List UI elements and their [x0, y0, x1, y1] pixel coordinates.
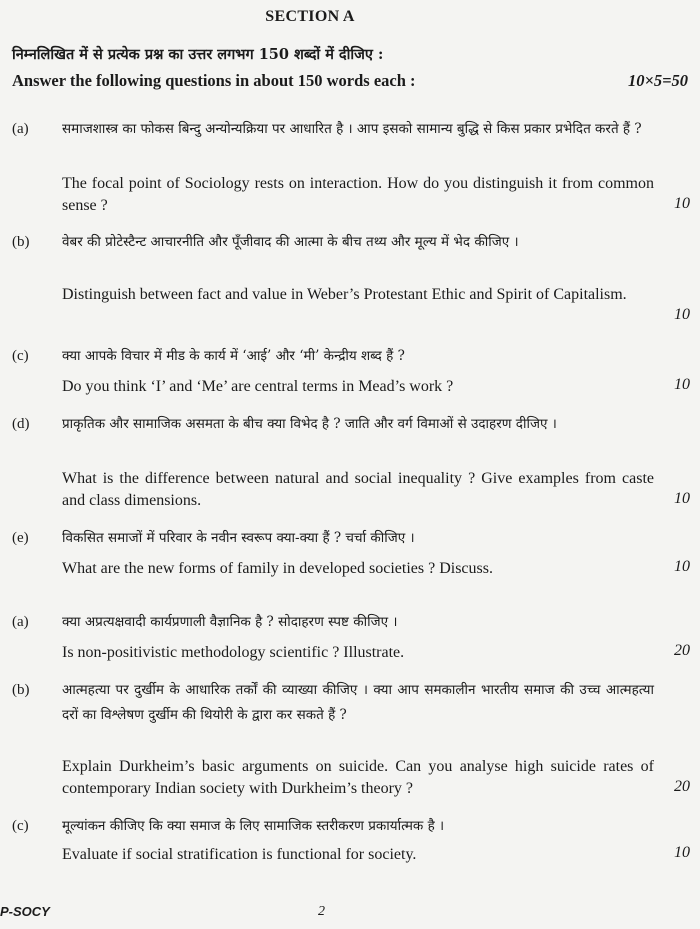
- question-hindi: वेबर की प्रोटेस्टैन्ट आचारनीति और पूँजीवाद की आत्मा के बीच तथ्य और मूल्य में भेद कीजिए ।: [62, 234, 519, 250]
- instruction-english-text: Answer the following questions in about 150 words each :: [12, 71, 416, 90]
- question-english: The focal point of Sociology rests on interaction. How do you distinguish it from common sense ?: [62, 175, 654, 214]
- question-english: Is non-positivistic methodology scientific ? Illustrate.: [62, 644, 405, 661]
- total-marks: 10×5=50: [627, 71, 688, 90]
- question-marks: 20: [674, 642, 690, 659]
- question-english: Explain Durkheim’s basic arguments on suicide. Can you analyse high suicide rates of contemporary Indian society with Durkheim’s theory ?: [62, 758, 654, 797]
- question-english: Do you think ‘I’ and ‘Me’ are central terms in Mead’s work ?: [62, 378, 454, 395]
- question-label: (c): [12, 348, 29, 364]
- question-marks: 20: [674, 778, 690, 795]
- question-english: Evaluate if social stratification is functional for society.: [62, 846, 417, 863]
- question-hindi: आत्महत्या पर दुर्खीम के आधारिक तर्कों की व्याख्या कीजिए । क्या आप समकालीन भारतीय समाज की उच्च आत्महत्या दरों का विश्लेषण दुर्खीम की थियोरी के द्वारा कर सकते हैं ?: [62, 682, 654, 723]
- question-hindi: क्या अप्रत्यक्षवादी कार्यप्रणाली वैज्ञानिक है ? सोदाहरण स्पष्ट कीजिए ।: [62, 614, 398, 630]
- question-marks: 10: [674, 195, 690, 212]
- question-marks: 10: [674, 558, 690, 575]
- section-title: SECTION A: [265, 8, 355, 25]
- instruction-hindi: निम्नलिखित में से प्रत्येक प्रश्न का उत्तर लगभग 150 शब्दों में दीजिए :: [12, 46, 384, 63]
- paper-code: P-SOCY: [0, 904, 50, 919]
- question-marks: 10: [674, 376, 690, 393]
- question-label: (a): [12, 614, 29, 630]
- page-number: 2: [318, 904, 325, 919]
- question-label: (b): [12, 682, 30, 698]
- question-label: (b): [12, 234, 30, 250]
- question-marks: 10: [674, 490, 690, 507]
- question-english: Distinguish between fact and value in Weber’s Protestant Ethic and Spirit of Capitalism.: [62, 286, 627, 303]
- question-hindi: क्या आपके विचार में मीड के कार्य में ‘आई’ और ‘मी’ केन्द्रीय शब्द हैं ?: [62, 348, 405, 364]
- instruction-english: [12, 71, 688, 91]
- question-label: (a): [12, 121, 29, 137]
- question-marks: 10: [674, 844, 690, 861]
- question-english: What are the new forms of family in developed societies ? Discuss.: [62, 560, 493, 577]
- question-label: (e): [12, 530, 29, 546]
- question-english: What is the difference between natural and social inequality ? Give examples from caste and class dimensions.: [62, 470, 654, 509]
- question-hindi: विकसित समाजों में परिवार के नवीन स्वरूप क्या-क्या हैं ? चर्चा कीजिए ।: [62, 530, 415, 546]
- question-hindi: मूल्यांकन कीजिए कि क्या समाज के लिए सामाजिक स्तरीकरण प्रकार्यात्मक है ।: [62, 818, 445, 834]
- question-marks: 10: [674, 306, 690, 323]
- question-hindi: समाजशास्त्र का फोकस बिन्दु अन्योन्यक्रिया पर आधारित है । आप इसको सामान्य बुद्धि से किस प्रकार प्रभेदित करते हैं ?: [62, 121, 642, 137]
- question-label: (c): [12, 818, 29, 834]
- question-label: (d): [12, 416, 30, 432]
- question-hindi: प्राकृतिक और सामाजिक असमता के बीच क्या विभेद है ? जाति और वर्ग विमाओं से उदाहरण दीजिए ।: [62, 416, 557, 432]
